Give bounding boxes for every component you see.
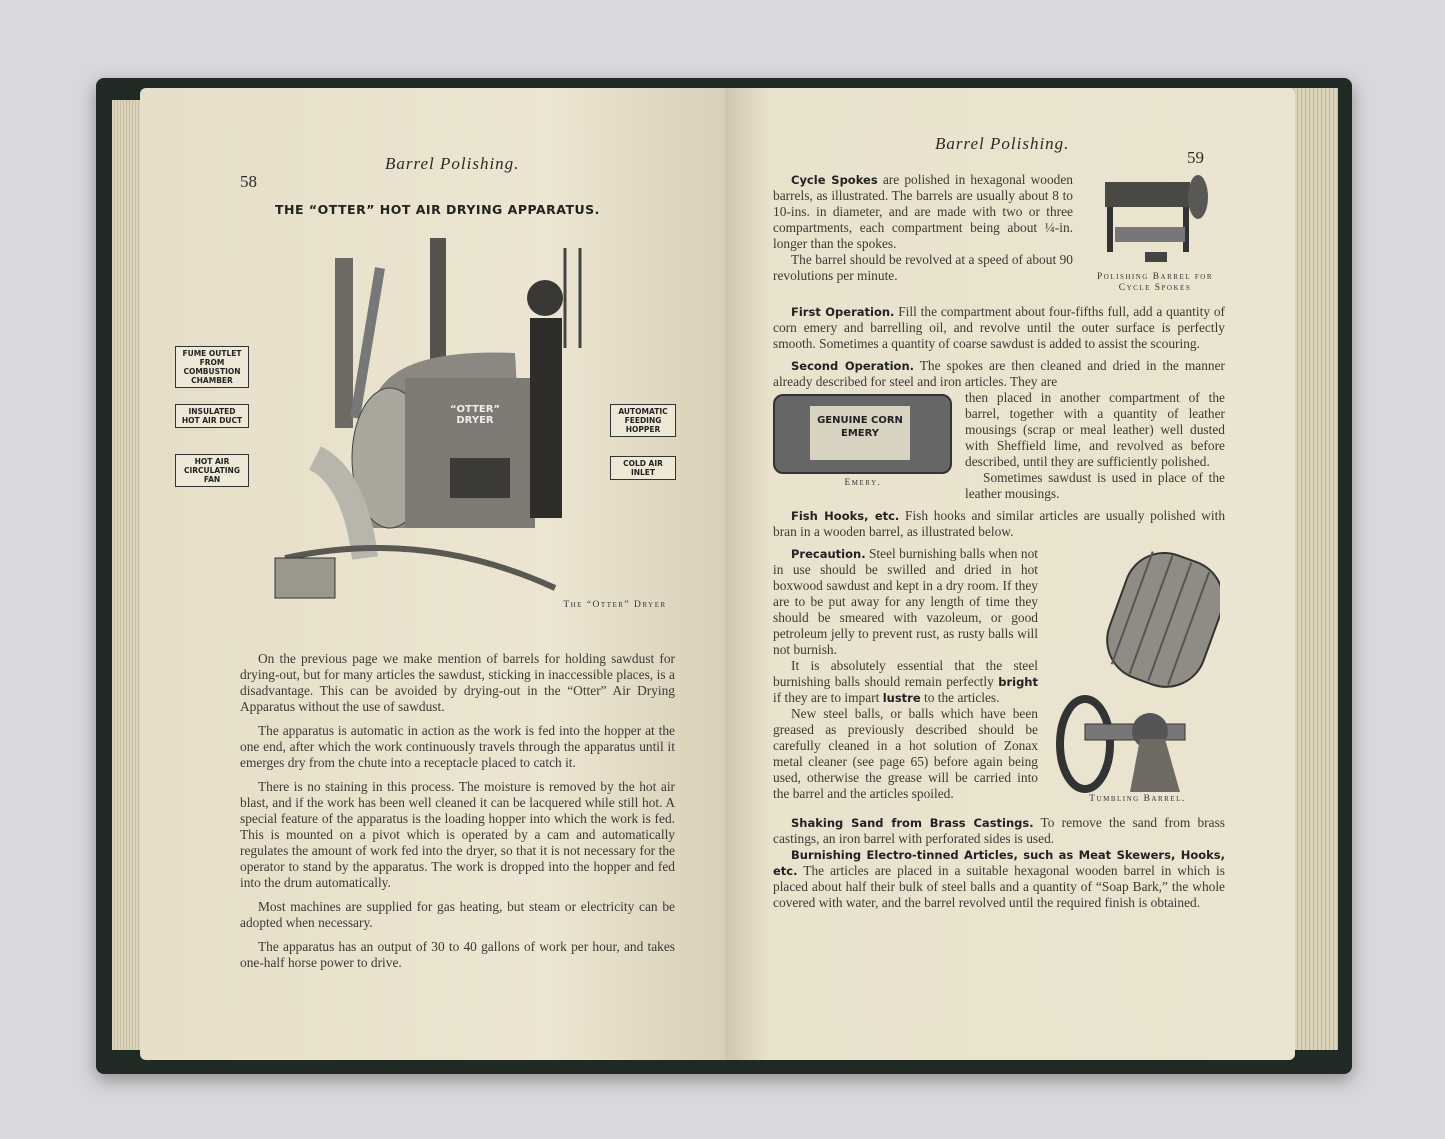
callout-circulating-fan: HOT AIR CIRCULATING FAN bbox=[175, 454, 249, 487]
second-operation-text bbox=[773, 358, 1225, 502]
right-page bbox=[725, 88, 1295, 1060]
running-head: Barrel Polishing. bbox=[385, 154, 520, 173]
text: New steel balls, or balls which have been greased as previously described should be carefully cleaned in a hot solution of Zonax metal cleaner (see page 65) before again being used, otherwise the grease will be carried into the barrel and the articles spoiled. bbox=[773, 706, 1038, 801]
otter-dryer-illustration bbox=[181, 228, 685, 628]
callout-fume-outlet: FUME OUTLET FROM COMBUSTION CHAMBER bbox=[175, 346, 249, 388]
paragraph: The apparatus is automatic in action as the work is fed into the hopper at the one end, after which the work continuously travels through the apparatus until it emerges dry from the chute into a receptacle placed to catch it. bbox=[240, 723, 675, 770]
machine-label: “OTTER” DRYER bbox=[449, 404, 501, 426]
callout-cold-air-inlet: COLD AIR INLET bbox=[610, 456, 676, 480]
text: It is absolutely essential that the steel burnishing balls should remain perfectly bbox=[773, 658, 1038, 689]
page-number: 58 bbox=[240, 172, 257, 191]
text: then placed in another compartment of the barrel, together with a quantity of leather mousings (scrap or meal leather) well dusted with Sheffield lime, and revolved as before described, until they are sufficiently polished. bbox=[965, 390, 1225, 469]
body-text bbox=[240, 651, 675, 971]
text: The articles are placed in a suitable hexagonal wooden barrel in which is placed about half their bulk of steel balls and a quantity of “Soap Bark,” the whole covered with water, and the barrel revolved until the required finish is obtained. bbox=[773, 863, 1225, 910]
emery-illustration bbox=[773, 394, 952, 474]
figure-caption: Emery. bbox=[844, 478, 882, 488]
text: to the articles. bbox=[920, 690, 1000, 705]
paragraph: Most machines are supplied for gas heating, but steam or electricity can be adopted when necessary. bbox=[240, 899, 675, 930]
first-operation-text bbox=[773, 304, 1225, 352]
figure-caption: Polishing Barrel for Cycle Spokes bbox=[1097, 272, 1213, 293]
callout-feeding-hopper: AUTOMATIC FEEDING HOPPER bbox=[610, 404, 676, 437]
paragraph: There is no staining in this process. The moisture is removed by the hot air blast, and if the work has been well cleaned it can be lacquered while still hot. A special feature of the apparatus is the loading hopper into which the work is fed. This is mounted on a pivot which is operated by a cam and automatically regulates the amount of work fed into the dryer, so that it is not necessary for the operator to stand by the apparatus. The work is dropped into the hopper and fed into the drum automatically. bbox=[240, 779, 675, 890]
heading: Burnishing Electro-tinned Articles, such as Meat Skewers, Hooks, etc. bbox=[773, 848, 1225, 878]
emphasis: lustre bbox=[882, 691, 921, 705]
closing-text bbox=[773, 815, 1225, 911]
left-page bbox=[140, 88, 725, 1060]
heading: Precaution. bbox=[791, 547, 866, 561]
text: are polished in hexagonal wooden barrels, as illustrated. The barrels are usually about 8 to 10-ins. in diameter, and are made with two or three compartments, each compartment being about ¼-in. longer than the spokes. bbox=[773, 172, 1073, 251]
heading: Fish Hooks, etc. bbox=[791, 509, 900, 523]
text: Fill the compartment about four-fifths full, add a quantity of corn emery and barrelling oil, and revolve until the outer surface is perfectly smooth. Sometimes a quantity of coarse sawdust is added to assist the scouring. bbox=[773, 304, 1225, 351]
right-page-body bbox=[773, 172, 1225, 911]
fish-hooks-text bbox=[773, 508, 1225, 540]
heading: First Operation. bbox=[791, 305, 895, 319]
text: The spokes are then cleaned and dried in the manner already described for steel and iron articles. They are bbox=[773, 358, 1225, 389]
text: To remove the sand from brass castings, an iron barrel with perforated sides is used. bbox=[773, 815, 1225, 846]
emery-figure bbox=[773, 394, 953, 489]
callout-hot-air-duct: INSULATED HOT AIR DUCT bbox=[175, 404, 249, 428]
text: if they are to impart bbox=[773, 690, 883, 705]
emphasis: bright bbox=[998, 675, 1038, 689]
page-edges-right bbox=[1290, 88, 1338, 1050]
text: The barrel should be revolved at a speed of about 90 revolutions per minute. bbox=[773, 252, 1073, 283]
page-number: 59 bbox=[1187, 148, 1204, 167]
tumbling-barrel-illustration bbox=[1050, 544, 1220, 794]
paragraph: On the previous page we make mention of barrels for holding sawdust for drying-out, but for many articles the sawdust, sticking in inaccessible places, is a disadvantage. This can be avoided by drying-out in the “Otter” Air Drying Apparatus without the use of sawdust. bbox=[240, 651, 675, 714]
paragraph: The apparatus has an output of 30 to 40 gallons of work per hour, and takes one-half horse power to drive. bbox=[240, 939, 675, 970]
figure-caption: The “Otter” Dryer bbox=[563, 600, 667, 610]
heading: Shaking Sand from Brass Castings. bbox=[791, 816, 1034, 830]
heading: Cycle Spokes bbox=[791, 173, 878, 187]
text: Sometimes sawdust is used in place of the leather mousings. bbox=[965, 470, 1225, 501]
running-head: Barrel Polishing. bbox=[935, 134, 1070, 153]
text: Steel burnishing balls when not in use should be swilled and dried in hot boxwood sawdust and kept in a dry room. If they are to be put away for any length of time they should be smeared with vazoleum, or good petroleum jelly to prevent rust, as rusty balls will not burnish. bbox=[773, 546, 1038, 657]
section-title: THE “OTTER” HOT AIR DRYING APPARATUS. bbox=[275, 202, 600, 217]
polishing-barrel-illustration bbox=[1095, 172, 1215, 272]
polishing-barrel-figure bbox=[1085, 172, 1225, 294]
emery-label: GENUINE CORN EMERY bbox=[810, 406, 910, 460]
text: Fish hooks and similar articles are usually polished with bran in a wooden barrel, as illustrated below. bbox=[773, 508, 1226, 539]
heading: Second Operation. bbox=[791, 359, 914, 373]
figure-caption: Tumbling Barrel. bbox=[1089, 794, 1186, 804]
tumbling-barrel-figure bbox=[1050, 544, 1225, 805]
